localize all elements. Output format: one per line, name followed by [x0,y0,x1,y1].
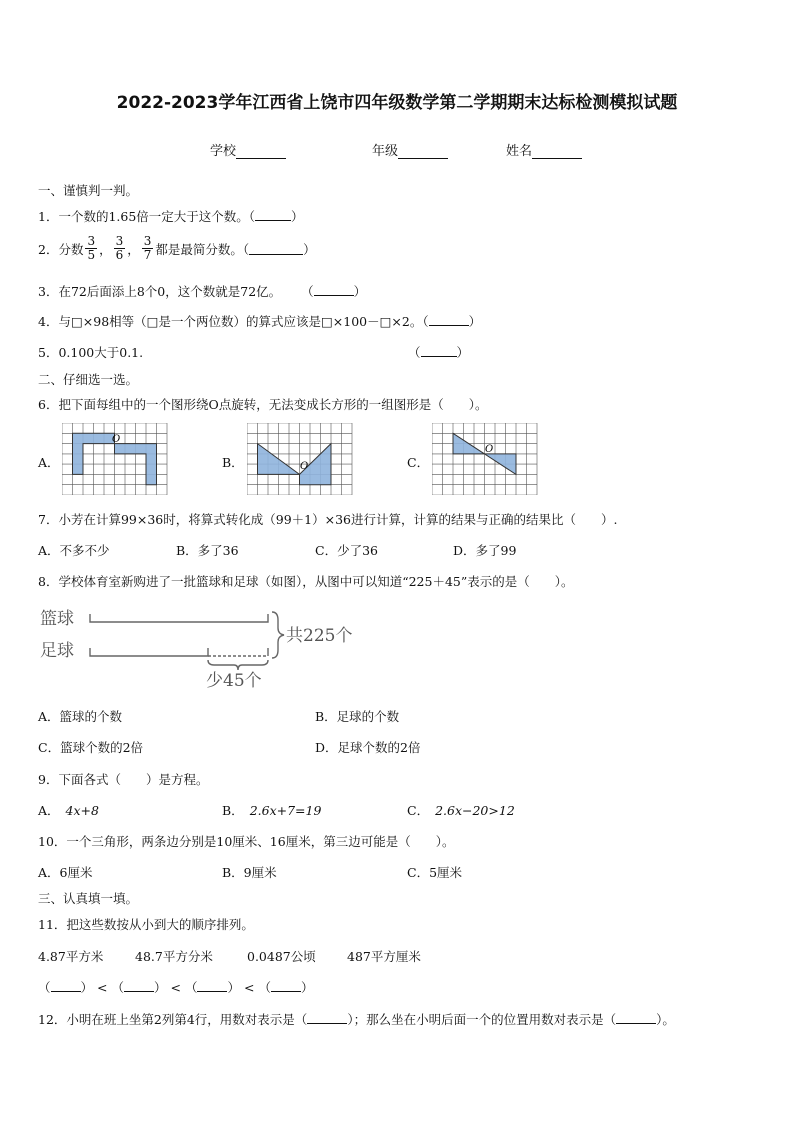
option-c-label[interactable]: C． [407,455,430,470]
option-b[interactable]: B．足球的个数 [315,709,400,724]
answer-blank[interactable] [197,979,227,992]
page-title: 2022-2023学年江西省上饶市四年级数学第二学期期末达标检测模拟试题 [116,93,678,113]
option-a-label[interactable]: A． [38,455,60,470]
football-bar [90,648,208,656]
name-field [506,140,582,159]
answer-blank[interactable] [255,208,291,221]
option-d[interactable]: D．足球个数的2倍 [315,740,421,755]
option-b[interactable]: B．9厘米 [222,865,277,880]
answer-blank[interactable] [429,313,469,326]
question-9: 9．下面各式（ ）是方程。 [38,772,209,787]
option-c[interactable]: C． 2.6x−20>12 [407,803,515,818]
rotation-figure-c[interactable] [432,423,538,495]
answer-blank[interactable] [249,242,303,255]
basketball-label: 篮球 [40,609,74,629]
value-item: 4.87平方米 [38,949,104,964]
fraction: $\frac{3}{5}$ [87,234,96,262]
question-4: 4．与□×98相等（□是一个两位数）的算式应该是□×100－□×2。（ ） [38,314,482,329]
question-2: 2．分数 $\frac{3}{5}$ ， $\frac{3}{6}$ ， $\frac{3}{7}$ 都是最简分数。（ ） [38,234,316,262]
expression: 2.6x+7=19 [249,803,322,818]
question-12: 12．小明在班上坐第2列第4行，用数对表示是（ ）；那么坐在小明后面一个的位置用数对表示是（ ）。 [38,1012,675,1027]
question-3: 3．在72后面添上8个0，这个数就是72亿。 （ ） [38,284,367,299]
option-b[interactable]: B． 2.6x+7=19 [222,803,322,818]
less-label: 少45个 [206,671,262,691]
question-text: 4．与□×98相等（□是一个两位数）的算式应该是□×100－□×2。（ [38,314,429,329]
option-a[interactable]: A．篮球的个数 [38,709,123,724]
rotation-figure-b[interactable] [247,423,353,495]
answer-blank[interactable] [271,979,301,992]
answer-blank[interactable] [421,344,457,357]
school-label: 学校 [210,144,237,159]
section-heading: 二、仔细选一选。 [38,372,139,387]
option-c[interactable]: C．5厘米 [407,865,463,880]
ordering-answer: （ ） < （ ） < （ ） < （ ） [38,980,314,995]
point-o-label: O [485,444,494,455]
option-a[interactable]: A． 4x+8 [38,803,99,818]
option-b-label[interactable]: B． [222,455,244,470]
option-a[interactable]: A．6厘米 [38,865,93,880]
question-7: 7．小芳在计算99×36时，将算式转化成（99＋1）×36进行计算，计算的结果与正确的结果比（ ）. [38,512,618,527]
basketball-bar [90,614,268,622]
option-a[interactable]: A．不多不少 [38,543,110,558]
question-10: 10．一个三角形，两条边分别是10厘米、16厘米，第三边可能是（ ）。 [38,834,455,849]
answer-blank[interactable] [51,979,81,992]
expression: 4x+8 [65,803,99,818]
option-d[interactable]: D．多了99 [453,543,517,558]
grade-label: 年级 [372,144,399,159]
school-field [210,140,286,159]
option-c[interactable]: C．少了36 [315,543,378,558]
answer-blank[interactable] [307,1011,347,1024]
question-5-answer: （ ） [408,345,470,360]
option-b[interactable]: B．多了36 [176,543,239,558]
name-blank[interactable] [532,144,582,159]
rotation-figure-a[interactable] [62,423,168,495]
value-item: 0.0487公顷 [247,949,316,964]
total-brace [272,612,284,658]
value-item: 487平方厘米 [347,949,421,964]
section-heading: 一、谨慎判一判。 [38,183,139,198]
school-blank[interactable] [236,144,286,159]
question-text: 5．0.100大于0.1. [38,345,144,360]
line-segment-diagram [38,600,368,692]
question-1: 1．一个数的1.65倍一定大于这个数。（ ） [38,209,304,224]
question-8: 8．学校体育室新购进了一批篮球和足球（如图），从图中可以知道“225＋45”表示的是（ ）。 [38,574,574,589]
total-label: 共225个 [286,626,353,646]
answer-blank[interactable] [314,283,354,296]
answer-blank[interactable] [124,979,154,992]
less-brace [208,660,268,670]
grade-field [372,140,448,159]
question-6: 6．把下面每组中的一个图形绕O点旋转，无法变成长方形的一组图形是（ ）。 [38,397,488,412]
fraction: $\frac{3}{6}$ [115,234,124,262]
value-item: 48.7平方分米 [135,949,213,964]
grade-blank[interactable] [398,144,448,159]
name-label: 姓名 [506,144,533,159]
section-heading: 三、认真填一填。 [38,891,139,906]
question-5 [38,343,143,361]
question-text: 3．在72后面添上8个0，这个数就是72亿。 [38,284,282,299]
answer-blank[interactable] [616,1011,656,1024]
point-o-label: O [112,434,121,445]
question-text: 1．一个数的1.65倍一定大于这个数。（ [38,209,256,224]
football-label: 足球 [40,641,74,661]
option-c[interactable]: C．篮球个数的2倍 [38,740,144,755]
point-o-label: O [300,461,309,472]
fraction: $\frac{3}{7}$ [143,234,152,262]
question-text: 2．分数 [38,241,84,257]
expression: 2.6x−20>12 [435,803,515,818]
question-11: 11．把这些数按从小到大的顺序排列。 [38,917,254,932]
